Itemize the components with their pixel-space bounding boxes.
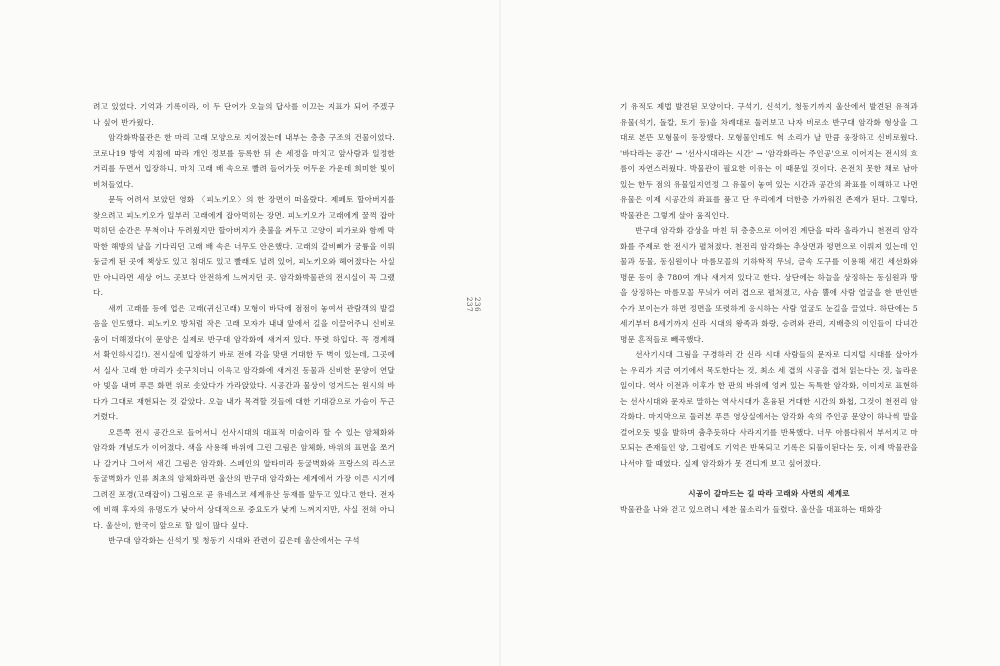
right-text-column (620, 99, 918, 517)
paragraph: 문득 어려서 보았던 영화 〈피노키오〉의 한 장면이 떠올랐다. 제페토 할아버지를 찾으려고 피노키오가 일부러 고래에게 잡아먹히는 장면. 피노키오가 고래에게 꿀꺽 잡아먹히던 순간은 무척이나 두려웠지만 할아버지가 촛불을 켜두고 고양이 피가로와 함께 막막한 해방의 날을 기다리던 고래 배 속은 너무도 안온했다. 고래의 갈비뼈가 궁륭을 이뤄 둥글게 된 곳에 책상도 있고 침대도 있고 빨래도 널려 있어, 피노키오와 헤어졌다는 사실만 아니라면 세상 어느 곳보다 안전하게 느껴지던 곳. 암각화박물관의 전시실이 꼭 그랬다. (93, 195, 395, 297)
paragraph: 암각화박물관은 한 마리 고래 모양으로 지어졌는데 내부는 층층 구조의 건물이었다. 코로나19 방역 지침에 따라 개인 정보를 등록한 뒤 손 세정을 마치고 앞사람과 일정한 거리를 두면서 입장하니, 마치 고래 배 속으로 빨려 들어가듯 어두운 가운데 희미한 빛이 비쳐들었다. (93, 133, 395, 189)
paragraph: 박물관을 나와 걷고 있으려니 세찬 물소리가 들렸다. 울산을 대표하는 태화강 (620, 504, 882, 514)
page-numbers (465, 297, 481, 322)
paragraph: 반구대 암각화 감상을 마친 뒤 층층으로 이어진 계단을 따라 올라가니 천전리 암각화를 주제로 한 전시가 펼쳐졌다. 천전리 암각화는 추상면과 평면으로 이뤄져 있는데 인물과 동물, 동심원이나 마름모꼴의 기하학적 무늬, 금속 도구를 이용해 새긴 세선화와 명문 등이 총 780여 개나 새겨져 있다고 한다. 상단에는 하늘을 상징하는 동심원과 땅을 상징하는 마름모꼴 무늬가 여러 겹으로 펼쳐졌고, 사슴 뿔에 사람 얼굴을 한 반인반수가 보이는가 하면 정면을 또렷하게 응시하는 사람 얼굴도 눈길을 끌었다. 하단에는 5세기부터 8세기까지 신라 시대의 왕족과 화랑, 승려와 관리, 지배층의 이인들이 다녀간 명문 흔적들로 빼곡했다. (620, 226, 918, 344)
paragraph: 반구대 암각화는 신석기 및 청동기 시대와 관련이 깊은데 울산에서는 구석 (108, 536, 360, 545)
left-page-number: 236 (473, 297, 481, 313)
paragraph: 선사기시대 그림을 구경하러 간 신라 시대 사람들의 문자로 디지털 시대를 살아가는 우리가 지금 여기에서 목도한다는 것, 최소 세 겹의 시공을 겹쳐 읽는다는 것, 놀라운 일이다. 역사 이전과 이후가 한 판의 바위에 엉켜 있는 독특한 암각화, 이미지로 표현하는 선사시대와 문자로 말하는 역사시대가 혼융된 거대한 시간의 화첩, 그것이 천전리 암각화다. 마지막으로 둘러본 푸른 영상실에서는 암각화 속의 주인공 문양이 하나씩 말을 걸어오듯 빛을 발하며 춤추듯하다 사라지기를 반복했다. 너무 아름다워서 부서지고 마모되는 존재들인 양, 그럼에도 기억은 반복되고 기록은 되풀이된다는 듯, 이제 박물관을 나서야 할 때였다. 실제 암각화가 못 견디게 보고 싶어졌다. (620, 350, 918, 468)
left-text-column (93, 99, 395, 549)
paragraph: 새끼 고래를 등에 업은 고래(귀신고래) 모형이 바닥에 점점이 놓여서 관람객의 발걸음을 인도했다. 피노키오 방처럼 작은 고래 모자가 내내 앞에서 길을 이끌어주니 신비로움이 더해졌다(이 문양은 실제로 반구대 암각화에 새겨져 있다. 뚜렷 하입다. 꼭 경계해서 확인하시길!). 전시실에 입장하기 바로 전에 각을 맞댄 거대한 두 벽이 있는데, 그곳에서 실사 고래 한 마리가 솟구치더니 이윽고 암각화에 새겨진 동물과 신비한 문양이 연달아 빛을 내며 푸른 화면 위로 솟았다가 가라앉았다. 시공간과 물상이 엉겨드는 원시의 바다가 그대로 재현되는 것 같았다. 오늘 내가 목격할 것들에 대한 기대감으로 가슴이 두근거렸다. (93, 303, 395, 421)
paragraph: 기 유적도 제법 발견된 모양이다. 구석기, 신석기, 청동기까지 울산에서 발견된 유적과 유물(석기, 돌칼, 토기 등)을 차례대로 둘러보고 나자 비로소 반구대 암각화 형상을 그대로 본뜬 모형물이 등장했다. 모형물인데도 헉 소리가 날 만큼 웅장하고 신비로웠다. '바다라는 공간' → '선사시대라는 시간' → '암각화라는 주인공'으로 이어지는 전시의 흐름이 자연스러웠다. 박물관이 필요한 이유는 이 때문일 것이다. 온전치 못한 채로 남아 있는 한두 점의 유물일지언정 그 유물이 놓여 있는 시간과 공간의 좌표를 이해하고 나면 유물은 이제 시공간의 좌표를 품고 단 우리에게 더한층 가까워진 존재가 된다. 그렇다, 박물관은 그렇게 살아 움직인다. (620, 102, 918, 220)
right-page-number: 237 (465, 297, 473, 313)
paragraph: 오른쪽 전시 공간으로 들어서니 선사시대의 대표적 미술이라 할 수 있는 암체화와 암각화 개념도가 이어졌다. 색을 사용해 바위에 그린 그림은 암체화, 바위의 표면을 쪼거나 갈거나 그어서 새긴 그림은 암각화. 스페인의 알타미라 동굴벽화와 프랑스의 라스코 동굴벽화가 인류 최초의 암체화라면 울산의 반구대 암각화는 세계에서 가장 이른 시기에 그려진 포경(고래잡이) 그림으로 곧 유네스코 세계유산 등재를 앞두고 있다고 한다. 전자에 비해 후자의 유명도가 낮아서 상대적으로 중요도가 낮게 느껴지지만, 사실 전혀 아니다. 울산이, 한국이 앞으로 할 일이 많다 싶다. (93, 427, 395, 530)
paragraph: 려고 있었다. 기억과 기록이라, 이 두 단어가 오늘의 답사를 이끄는 지표가 되어 주겠구나 싶어 반가웠다. (93, 102, 395, 127)
right-page (500, 0, 1000, 666)
section-heading: 시공이 갈마드는 길 따라 고래와 사면의 세계로 (688, 489, 850, 498)
